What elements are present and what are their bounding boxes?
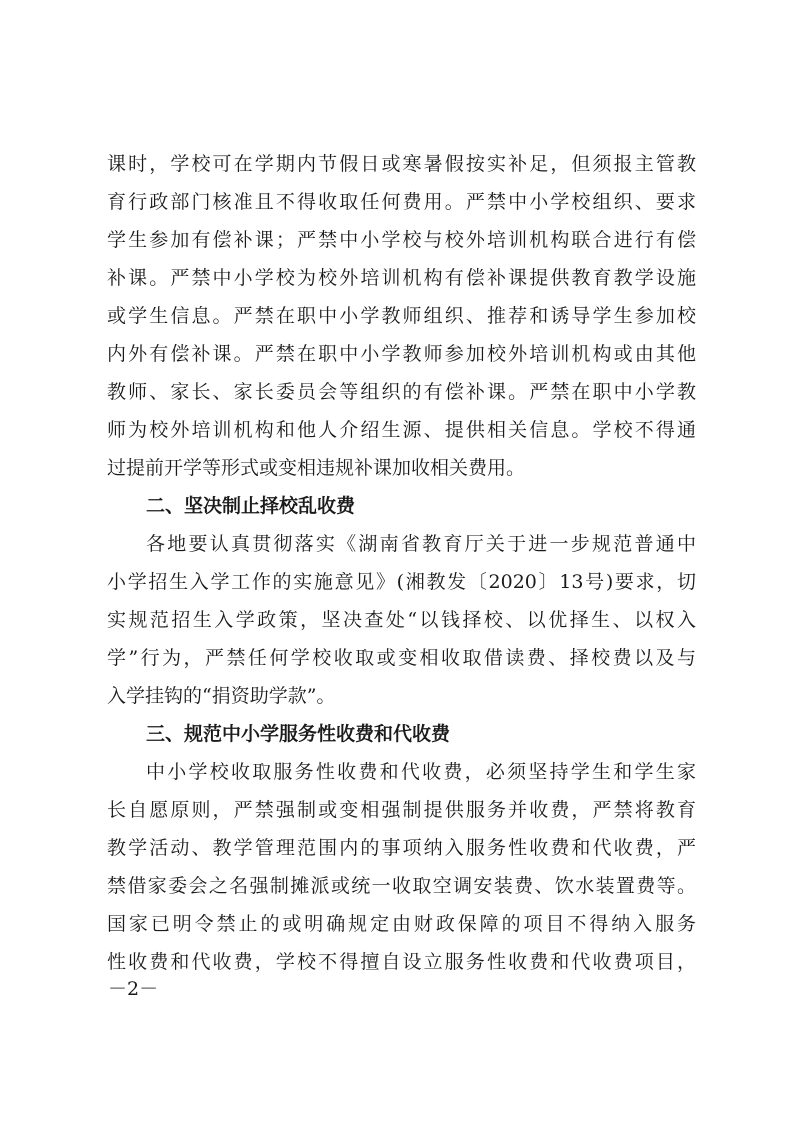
body-text-line: 教学活动、教学管理范围内的事项纳入服务性收费和代收费，严 (107, 837, 696, 859)
section-heading: 三、规范中小学服务性收费和代收费 (146, 723, 451, 745)
body-text-line: 内外有偿补课。严禁在职中小学教师参加校外培训机构或由其他 (107, 343, 696, 365)
body-text-line: 小学招生入学工作的实施意见》(湘教发〔2020〕13号)要求，切 (107, 571, 696, 593)
body-text-line: 学生参加有偿补课；严禁中小学校与校外培训机构联合进行有偿 (107, 229, 696, 251)
body-text-line: 国家已明令禁止的或明确规定由财政保障的项目不得纳入服务 (107, 913, 696, 935)
body-text-line: 或学生信息。严禁在职中小学教师组织、推荐和诱导学生参加校 (107, 305, 696, 327)
body-text-line: 师为校外培训机构和他人介绍生源、提供相关信息。学校不得通 (107, 419, 696, 441)
body-text-line: 各地要认真贯彻落实《湖南省教育厅关于进一步规范普通中 (146, 533, 696, 555)
body-text-line: 性收费和代收费，学校不得擅自设立服务性收费和代收费项目， (107, 951, 696, 973)
page-number: －2－ (108, 978, 159, 1000)
body-text-line: 中小学校收取服务性收费和代收费，必须坚持学生和学生家 (146, 761, 696, 783)
body-text-line: 过提前开学等形式或变相违规补课加收相关费用。 (107, 457, 526, 479)
body-text-line: 禁借家委会之名强制摊派或统一收取空调安装费、饮水装置费等。 (107, 875, 696, 897)
body-text-line: 补课。严禁中小学校为校外培训机构有偿补课提供教育教学设施 (107, 267, 696, 289)
body-text-line: 育行政部门核准且不得收取任何费用。严禁中小学校组织、要求 (107, 191, 696, 213)
body-text-line: 实规范招生入学政策，坚决查处“以钱择校、以优择生、以权入 (107, 609, 696, 631)
section-heading: 二、坚决制止择校乱收费 (146, 495, 356, 517)
body-text-line: 学”行为，严禁任何学校收取或变相收取借读费、择校费以及与 (107, 647, 696, 669)
body-text-line: 入学挂钩的“捐资助学款”。 (107, 685, 336, 707)
body-text-line: 长自愿原则，严禁强制或变相强制提供服务并收费，严禁将教育 (107, 799, 696, 821)
body-text-line: 教师、家长、家长委员会等组织的有偿补课。严禁在职中小学教 (107, 381, 696, 403)
body-text-line: 课时，学校可在学期内节假日或寒暑假按实补足，但须报主管教 (107, 153, 696, 175)
